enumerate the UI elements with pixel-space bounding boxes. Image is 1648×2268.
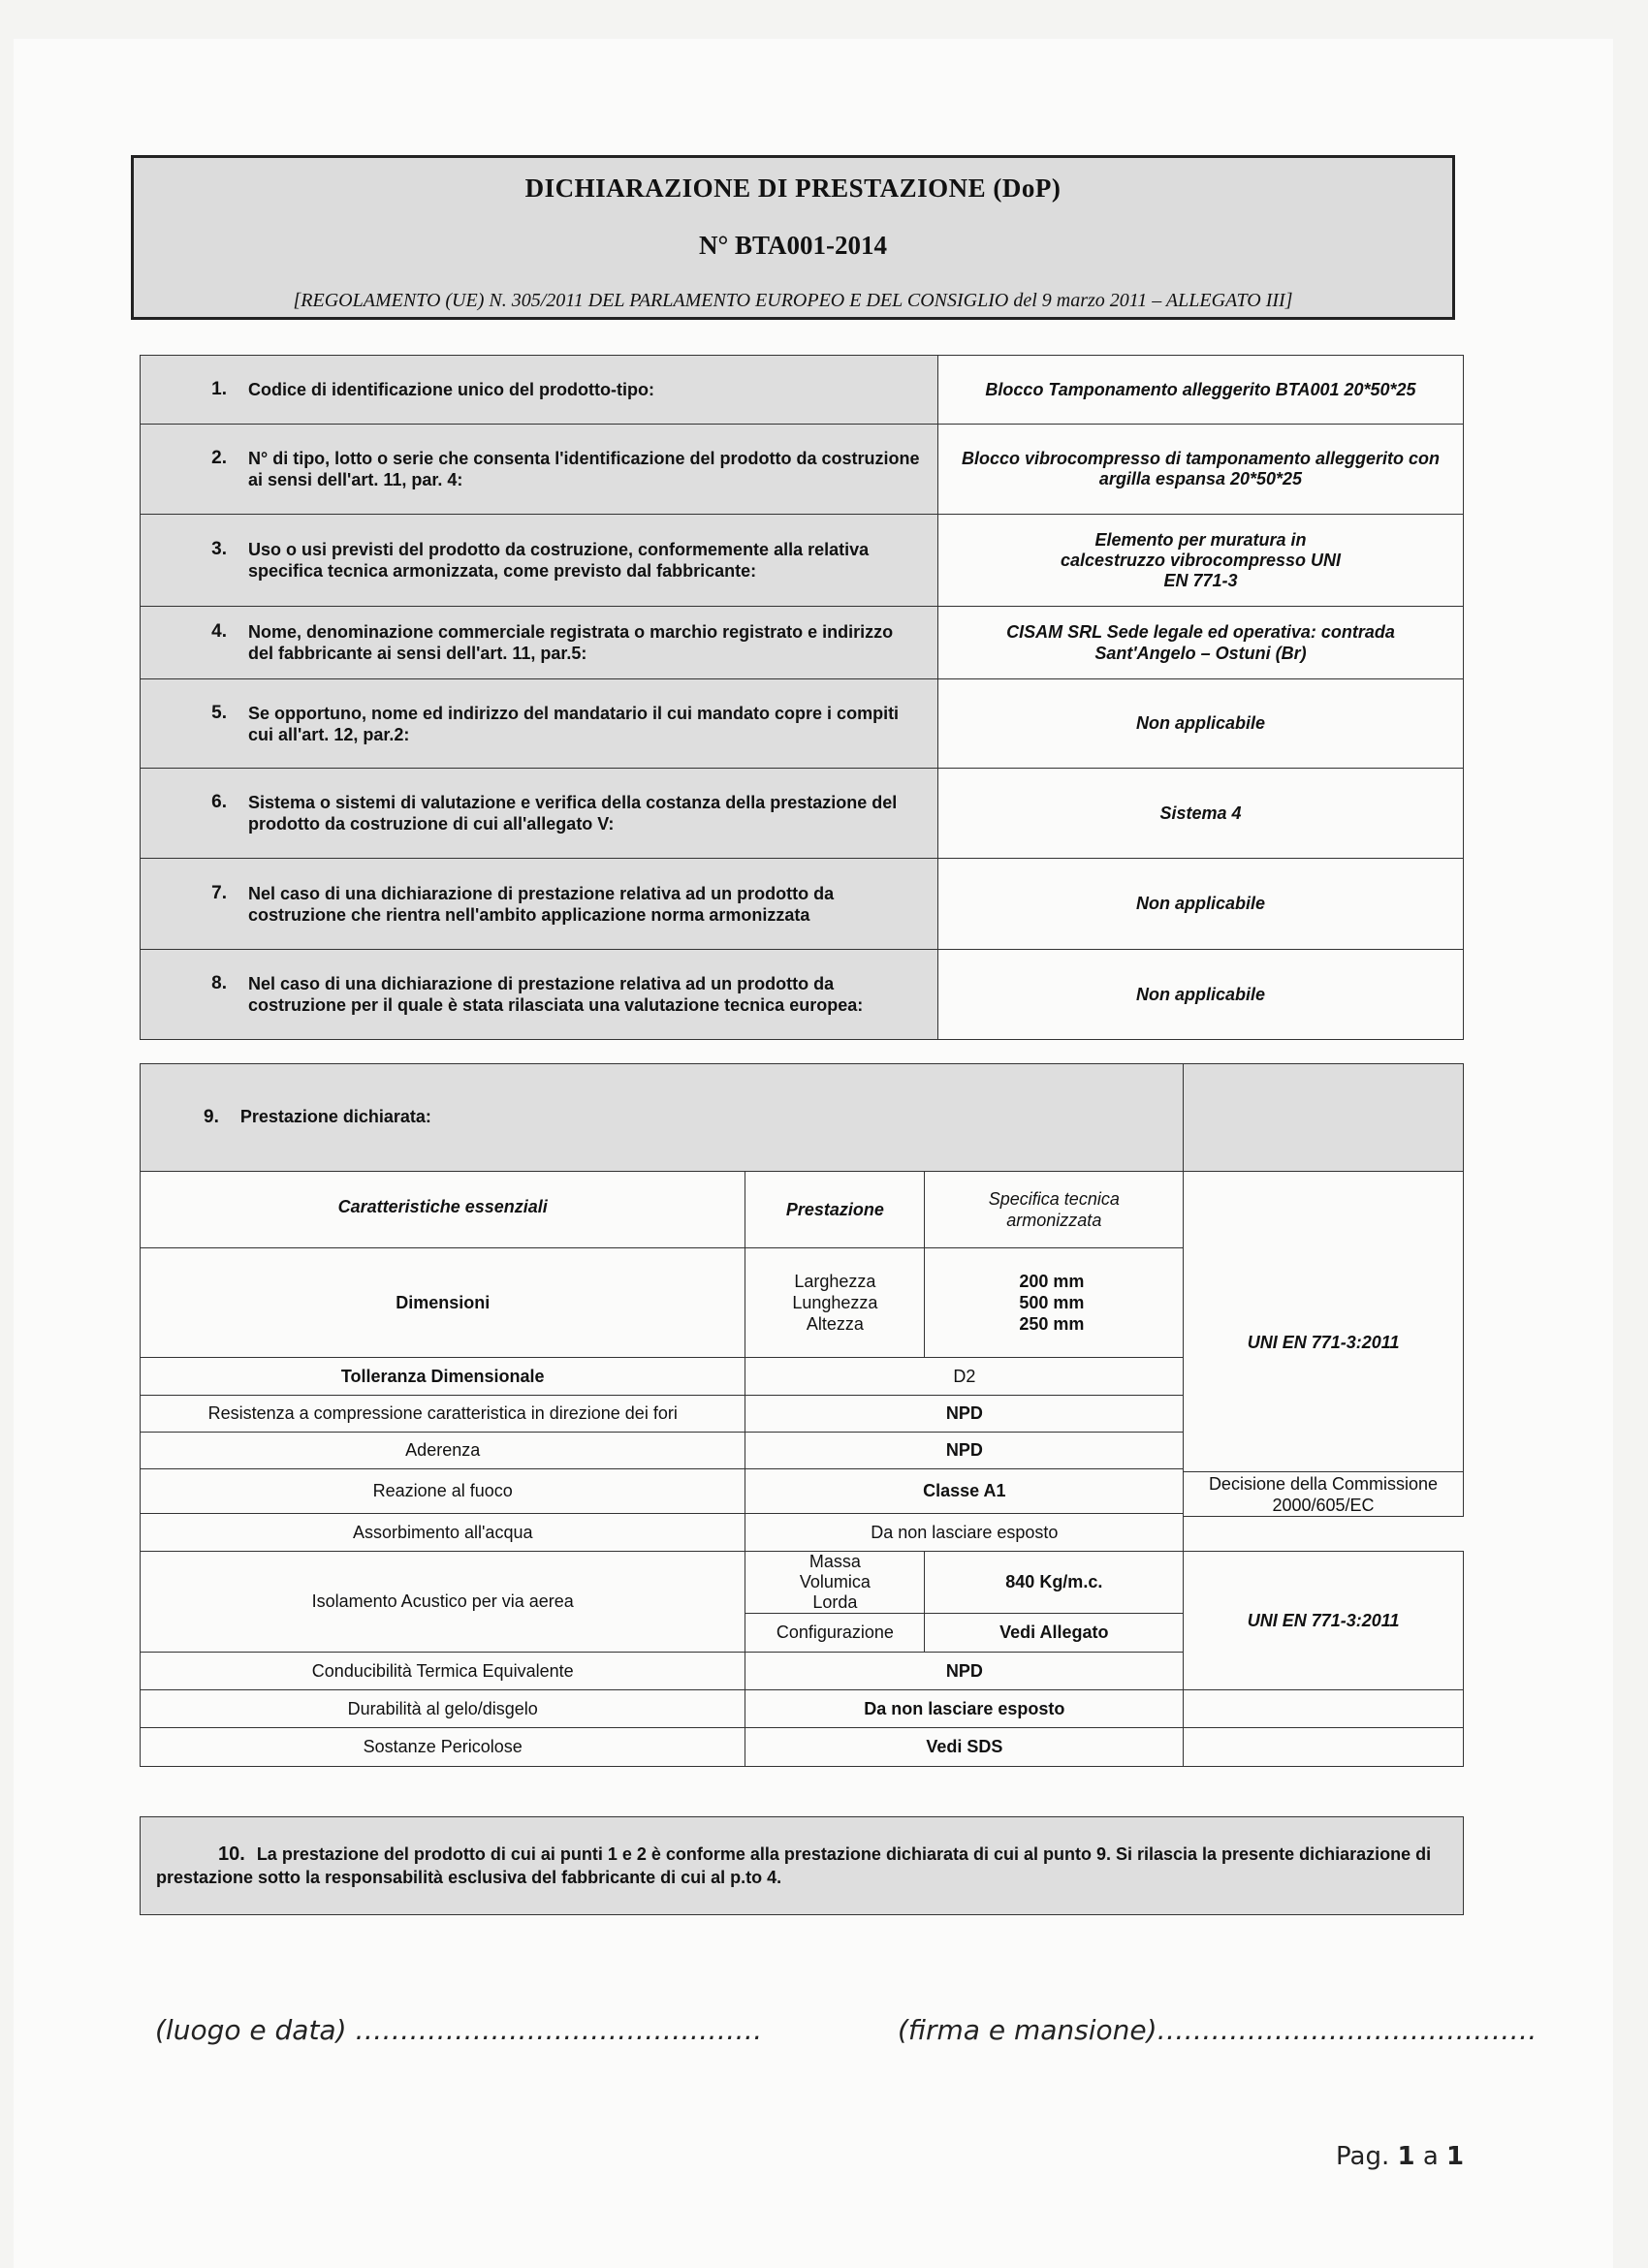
dimensions-label: Dimensioni	[141, 1248, 745, 1358]
item-number: 8.	[211, 973, 227, 993]
item-number: 1.	[211, 379, 227, 399]
page-current: 1	[1397, 2142, 1415, 2171]
item-row-1	[141, 356, 1464, 425]
mass-label: Massa Volumica Lorda	[745, 1552, 925, 1614]
fire-value: Classe A1	[745, 1469, 1184, 1514]
item-answer: CISAM SRL Sede legale ed operativa: contrada Sant'Angelo – Ostuni (Br)	[938, 607, 1464, 679]
item-question: Se opportuno, nome ed indirizzo del mandatario il cui mandato copre i compiti cui all'art. 12, par.2:	[248, 703, 900, 744]
item-answer: Blocco Tamponamento alleggerito BTA001 20*50*25	[938, 356, 1464, 425]
length-value: 500 mm	[1019, 1293, 1085, 1312]
width-value: 200 mm	[1019, 1272, 1085, 1291]
page-total: 1	[1446, 2142, 1465, 2171]
item-number: 6.	[211, 792, 227, 812]
section9-title: Prestazione dichiarata:	[239, 1107, 431, 1126]
declared-performance-table	[140, 1063, 1464, 1767]
fire-label: Reazione al fuoco	[141, 1469, 745, 1514]
mass-value: 840 Kg/m.c.	[925, 1552, 1184, 1614]
thermal-label: Conducibilità Termica Equivalente	[141, 1653, 745, 1690]
item-number: 2.	[211, 448, 227, 468]
tolerance-value: D2	[745, 1358, 1184, 1396]
acoustic-label: Isolamento Acustico per via aerea	[141, 1552, 745, 1653]
page-indicator	[1336, 2142, 1464, 2171]
durability-row	[141, 1690, 1464, 1728]
compression-label: Resistenza a compressione caratteristica in direzione dei fori	[141, 1396, 745, 1433]
spec-uni-1: UNI EN 771-3:2011	[1184, 1172, 1464, 1514]
col-characteristics: Caratteristiche essenziali	[141, 1172, 745, 1248]
item-answer: Blocco vibrocompresso di tamponamento alleggerito con argilla espansa 20*50*25	[938, 425, 1464, 515]
config-label: Configurazione	[745, 1614, 925, 1653]
item-answer: Sistema 4	[938, 769, 1464, 859]
section9-header-row	[141, 1064, 1464, 1172]
section9-number: 9.	[204, 1107, 219, 1127]
durability-label: Durabilità al gelo/disgelo	[141, 1690, 745, 1728]
item-row-4	[141, 607, 1464, 679]
fire-spec: Decisione della Commissione 2000/605/EC	[1208, 1474, 1439, 1515]
adherence-value: NPD	[745, 1433, 1184, 1469]
item-answer: Non applicabile	[938, 859, 1464, 950]
document-title: DICHIARAZIONE DI PRESTAZIONE (DoP)	[524, 173, 1062, 203]
item-row-7	[141, 859, 1464, 950]
durability-value: Da non lasciare esposto	[745, 1690, 1184, 1728]
item-question: N° di tipo, lotto o serie che consenta l'identificazione del prodotto da costruzione ai sensi dell'art. 11, par. 4:	[248, 449, 920, 489]
item-row-8	[141, 950, 1464, 1040]
item-number: 3.	[211, 539, 227, 559]
dangerous-label: Sostanze Pericolose	[141, 1728, 745, 1767]
section10-number: 10.	[218, 1843, 245, 1865]
item-row-2	[141, 425, 1464, 515]
item-number: 7.	[211, 882, 227, 903]
item-number: 4.	[211, 621, 227, 642]
section10-box	[140, 1816, 1464, 1915]
item-row-5	[141, 679, 1464, 769]
regulation-reference: [REGOLAMENTO (UE) N. 305/2011 DEL PARLAMENTO EUROPEO E DEL CONSIGLIO del 9 marzo 2011 – ALLEGATO III]	[293, 290, 1293, 311]
item-question: Uso o usi previsti del prodotto da costruzione, conformemente alla relativa specifica tecnica armonizzata, come previsto dal fabbricante:	[248, 540, 870, 581]
item-answer: Non applicabile	[938, 679, 1464, 769]
acoustic-row-1	[141, 1552, 1464, 1614]
dop-header	[131, 155, 1455, 320]
water-label: Assorbimento all'acqua	[141, 1514, 745, 1552]
page-prefix: Pag.	[1336, 2142, 1390, 2171]
section10-text: La prestazione del prodotto di cui ai punti 1 e 2 è conforme alla prestazione dichiarata di cui al punto 9. Si rilascia la presente dichiarazione di prestazione sotto la responsabilità esclusiva del fabbricante di cui al p.to 4.	[156, 1844, 1432, 1887]
config-value: Vedi Allegato	[925, 1614, 1184, 1653]
item-answer: Non applicabile	[938, 950, 1464, 1040]
item-question: Sistema o sistemi di valutazione e verifica della costanza della prestazione del prodotto da costruzione di cui all'allegato V:	[248, 793, 898, 834]
item-answer: Elemento per muratura in calcestruzzo vibrocompresso UNI EN 771-3	[938, 515, 1464, 607]
height-label: Altezza	[806, 1314, 864, 1334]
spec-uni-2: UNI EN 771-3:2011	[1184, 1552, 1464, 1690]
dangerous-row	[141, 1728, 1464, 1767]
item-number: 5.	[211, 702, 227, 723]
signature-field: (firma e mansione)……………………………………	[898, 2014, 1537, 2046]
width-label: Larghezza	[794, 1272, 876, 1291]
declaration-items-table	[140, 355, 1464, 1040]
water-row	[141, 1514, 1464, 1552]
item-row-3	[141, 515, 1464, 607]
column-header-row	[141, 1172, 1464, 1248]
item-question: Codice di identificazione unico del prodotto-tipo:	[248, 380, 654, 399]
col-performance: Prestazione	[745, 1172, 925, 1248]
compression-value: NPD	[745, 1396, 1184, 1433]
fire-spec-cell	[1183, 1471, 1464, 1517]
page-sep: a	[1422, 2142, 1439, 2171]
item-row-6	[141, 769, 1464, 859]
col-spec: Specifica tecnica armonizzata	[925, 1172, 1184, 1248]
item-question: Nel caso di una dichiarazione di prestazione relativa ad un prodotto da costruzione che rientra nell'ambito applicazione norma armonizzata	[248, 883, 835, 925]
height-value: 250 mm	[1019, 1314, 1085, 1334]
item-question: Nel caso di una dichiarazione di prestazione relativa ad un prodotto da costruzione per il quale è stata rilasciata una valutazione tecnica europea:	[248, 974, 864, 1015]
document-number: N° BTA001-2014	[698, 231, 888, 260]
thermal-value: NPD	[745, 1653, 1184, 1690]
tolerance-label: Tolleranza Dimensionale	[141, 1358, 745, 1396]
length-label: Lunghezza	[792, 1293, 878, 1312]
adherence-label: Aderenza	[141, 1433, 745, 1469]
place-date-field: (luogo e data) ………………………………………	[155, 2014, 763, 2046]
dangerous-value: Vedi SDS	[745, 1728, 1184, 1767]
item-question: Nome, denominazione commerciale registrata o marchio registrato e indirizzo del fabbricante ai sensi dell'art. 11, par.5:	[248, 622, 894, 663]
water-value: Da non lasciare esposto	[745, 1514, 1184, 1552]
